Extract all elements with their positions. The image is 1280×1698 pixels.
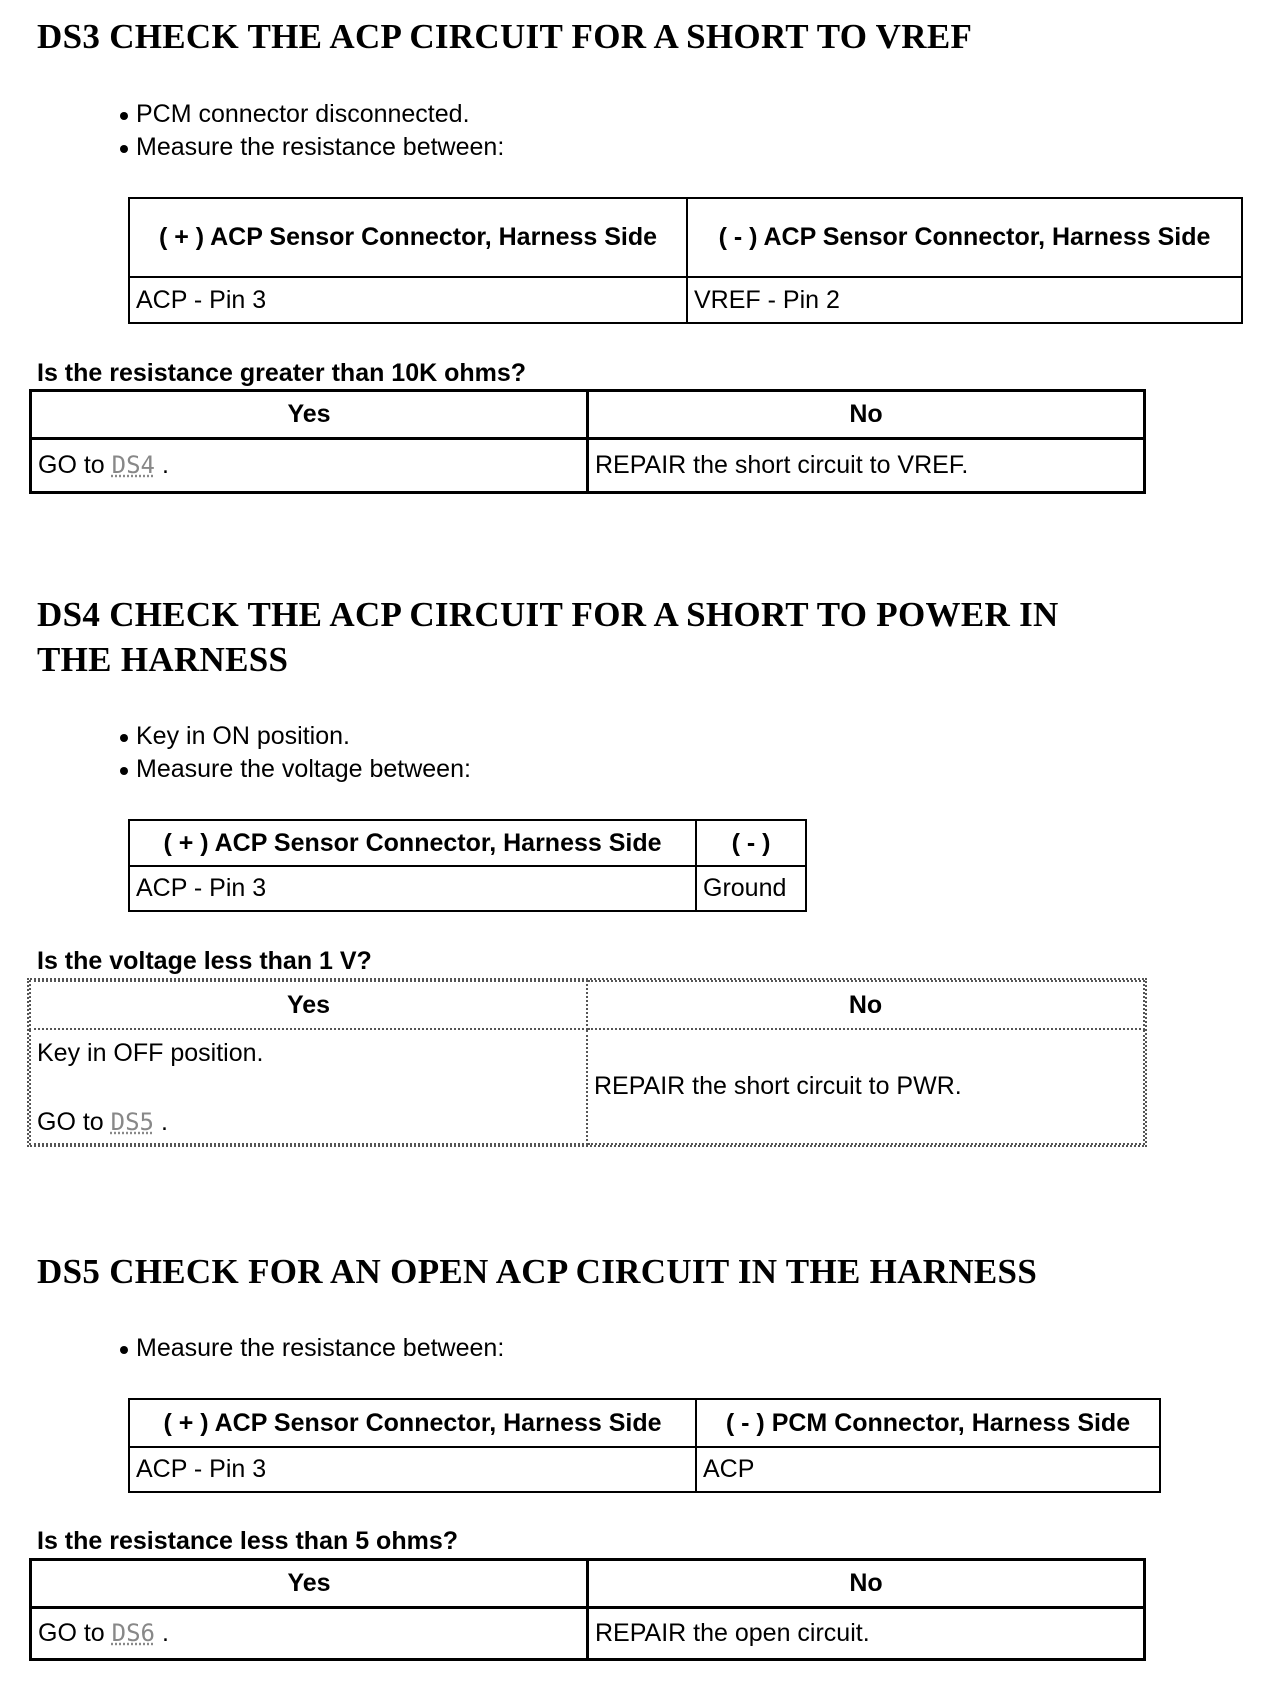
ds4-yes-cell	[30, 1029, 587, 1144]
ds4-measurement-table	[128, 819, 807, 912]
ds4-heading-line1: DS4 CHECK THE ACP CIRCUIT FOR A SHORT TO POWER IN	[37, 595, 1059, 634]
ds3-heading: DS3 CHECK THE ACP CIRCUIT FOR A SHORT TO VREF	[37, 17, 973, 56]
ds5-measurement-table	[128, 1398, 1161, 1493]
ds5-yes-header: Yes	[31, 1560, 588, 1608]
ds4-no-header: No	[587, 981, 1144, 1029]
link-suffix: .	[155, 451, 169, 479]
ds4-negative-header: ( - )	[696, 820, 806, 866]
ds3-measurement-table	[128, 197, 1243, 324]
ds4-yes-instruction: Key in OFF position.	[37, 1039, 264, 1067]
ds4-steps	[118, 720, 471, 786]
ds5-heading: DS5 CHECK FOR AN OPEN ACP CIRCUIT IN THE HARNESS	[37, 1252, 1038, 1291]
ds4-heading	[37, 592, 1059, 682]
ds5-step: Measure the resistance between:	[118, 1332, 504, 1365]
link-suffix: .	[155, 1619, 169, 1647]
ds3-step: Measure the resistance between:	[118, 131, 504, 164]
link-suffix: .	[154, 1108, 168, 1136]
ds5-answer-table	[29, 1558, 1146, 1661]
ds6-link[interactable]: DS6	[111, 1619, 155, 1647]
ds3-step: PCM connector disconnected.	[118, 98, 504, 131]
ds5-negative-header: ( - ) PCM Connector, Harness Side	[696, 1399, 1160, 1447]
ds3-yes-header: Yes	[31, 391, 588, 439]
ds5-question: Is the resistance less than 5 ohms?	[37, 1527, 458, 1555]
ds5-positive-header: ( + ) ACP Sensor Connector, Harness Side	[129, 1399, 696, 1447]
ds4-yes-header: Yes	[30, 981, 587, 1029]
ds5-no-cell: REPAIR the open circuit.	[588, 1608, 1145, 1660]
ds4-step: Measure the voltage between:	[118, 753, 471, 786]
ds5-steps	[118, 1332, 504, 1365]
ds3-negative-header: ( - ) ACP Sensor Connector, Harness Side	[687, 198, 1242, 277]
go-to-text: GO to	[37, 1108, 104, 1136]
ds3-question: Is the resistance greater than 10K ohms?	[37, 359, 527, 387]
ds3-positive-value: ACP - Pin 3	[129, 277, 687, 323]
ds3-positive-header: ( + ) ACP Sensor Connector, Harness Side	[129, 198, 687, 277]
ds5-no-header: No	[588, 1560, 1145, 1608]
ds3-steps	[118, 98, 504, 164]
ds5-positive-value: ACP - Pin 3	[129, 1447, 696, 1492]
ds4-link[interactable]: DS4	[111, 451, 155, 479]
ds4-answer-table	[29, 980, 1145, 1145]
ds5-link[interactable]: DS5	[110, 1108, 154, 1136]
ds4-step: Key in ON position.	[118, 720, 471, 753]
ds4-positive-header: ( + ) ACP Sensor Connector, Harness Side	[129, 820, 696, 866]
ds5-negative-value: ACP	[696, 1447, 1160, 1492]
ds4-positive-value: ACP - Pin 3	[129, 866, 696, 911]
ds3-negative-value: VREF - Pin 2	[687, 277, 1242, 323]
ds3-yes-cell	[31, 439, 588, 493]
ds4-question: Is the voltage less than 1 V?	[37, 947, 372, 975]
ds4-negative-value: Ground	[696, 866, 806, 911]
ds4-no-cell: REPAIR the short circuit to PWR.	[587, 1029, 1144, 1144]
ds5-yes-cell	[31, 1608, 588, 1660]
ds3-answer-table	[29, 389, 1146, 494]
go-to-text: GO to	[38, 451, 105, 479]
ds4-heading-line2: THE HARNESS	[37, 640, 289, 679]
ds3-no-header: No	[588, 391, 1145, 439]
go-to-text: GO to	[38, 1619, 105, 1647]
ds3-no-cell: REPAIR the short circuit to VREF.	[588, 439, 1145, 493]
